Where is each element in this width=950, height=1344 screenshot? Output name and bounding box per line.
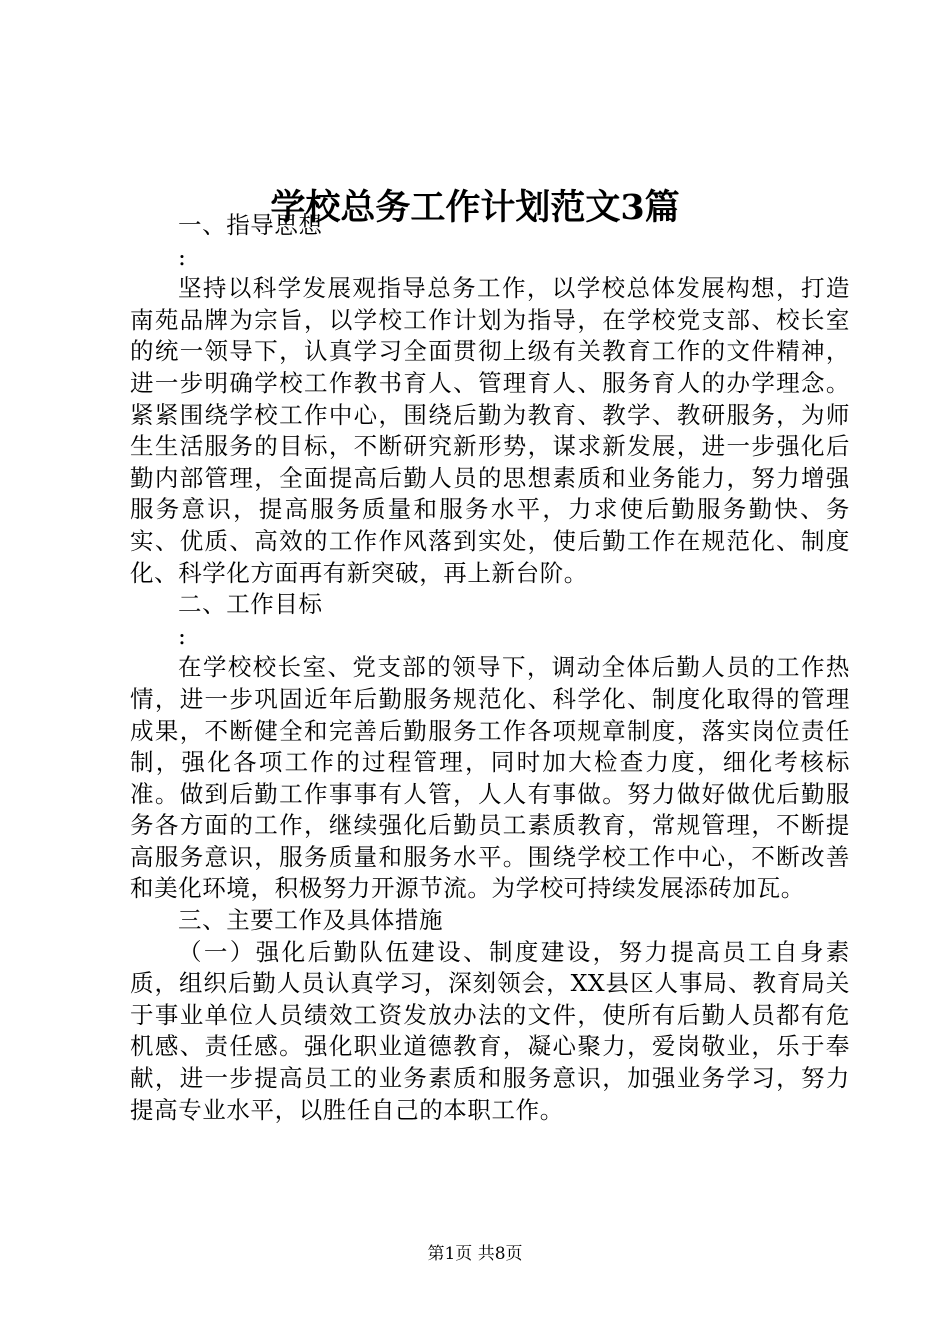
section-heading-3: 三、主要工作及具体措施: [178, 906, 444, 935]
page-footer: 第1页 共8页: [427, 1244, 523, 1264]
section-heading-1: 一、指导思想: [178, 211, 323, 239]
section-paragraph-1: 坚持以科学发展观指导总务工作，以学校总体发展构想，打造南苑品牌为宗旨，以学校工作计划为指导，在学校党支部、校长室的统一领导下，认真学习全面贯彻上级有关教育工作的文件精神，进一步明确学校工作教书育人、管理育人、服务育人的办学理念。紧紧围绕学校工作中心，围绕后勤为教育、教学、教研服务，为师生生活服务的目标，不断研究新形势，谋求新发展，进一步强化后勤内部管理，全面提高后勤人员的思想素质和业务能力，努力增强服务意识，提高服务质量和服务水平，力求使后勤服务勤快、务实、优质、高效的工作作风落到实处，使后勤工作在规范化、制度化、科学化方面再有新突破，再上新台阶。: [130, 274, 850, 587]
document-title: 学校总务工作计划范文3篇: [270, 187, 680, 228]
section-paragraph-3: （一）强化后勤队伍建设、制度建设，努力提高员工自身素质，组织后勤人员认真学习，深刻领会，XX县区人事局、教育局关于事业单位人员绩效工资发放办法的文件，使所有后勤人员都有危机感、责任感。强化职业道德教育，凝心聚力，爱岗敬业，乐于奉献，进一步提高员工的业务素质和服务意识，加强业务学习，努力提高专业水平，以胜任自己的本职工作。: [130, 937, 850, 1124]
document-body: [130, 210, 850, 1126]
section-heading-2: 二、工作目标: [178, 590, 323, 619]
section-paragraph-2: 在学校校长室、党支部的领导下，调动全体后勤人员的工作热情，进一步巩固近年后勤服务规范化、科学化、制度化取得的管理成果，不断健全和完善后勤服务工作各项规章制度，落实岗位责任制，强化各项工作的过程管理，同时加大检查力度，细化考核标准。做到后勤工作事事有人管，人人有事做。努力做好做优后勤服务各方面的工作，继续强化后勤员工素质教育，常规管理，不断提高服务意识，服务质量和服务水平。围绕学校工作中心，不断改善和美化环境，积极努力开源节流。为学校可持续发展添砖加瓦。: [130, 653, 850, 903]
section-colon-1: :: [178, 242, 187, 271]
section-colon-2: :: [178, 621, 187, 650]
